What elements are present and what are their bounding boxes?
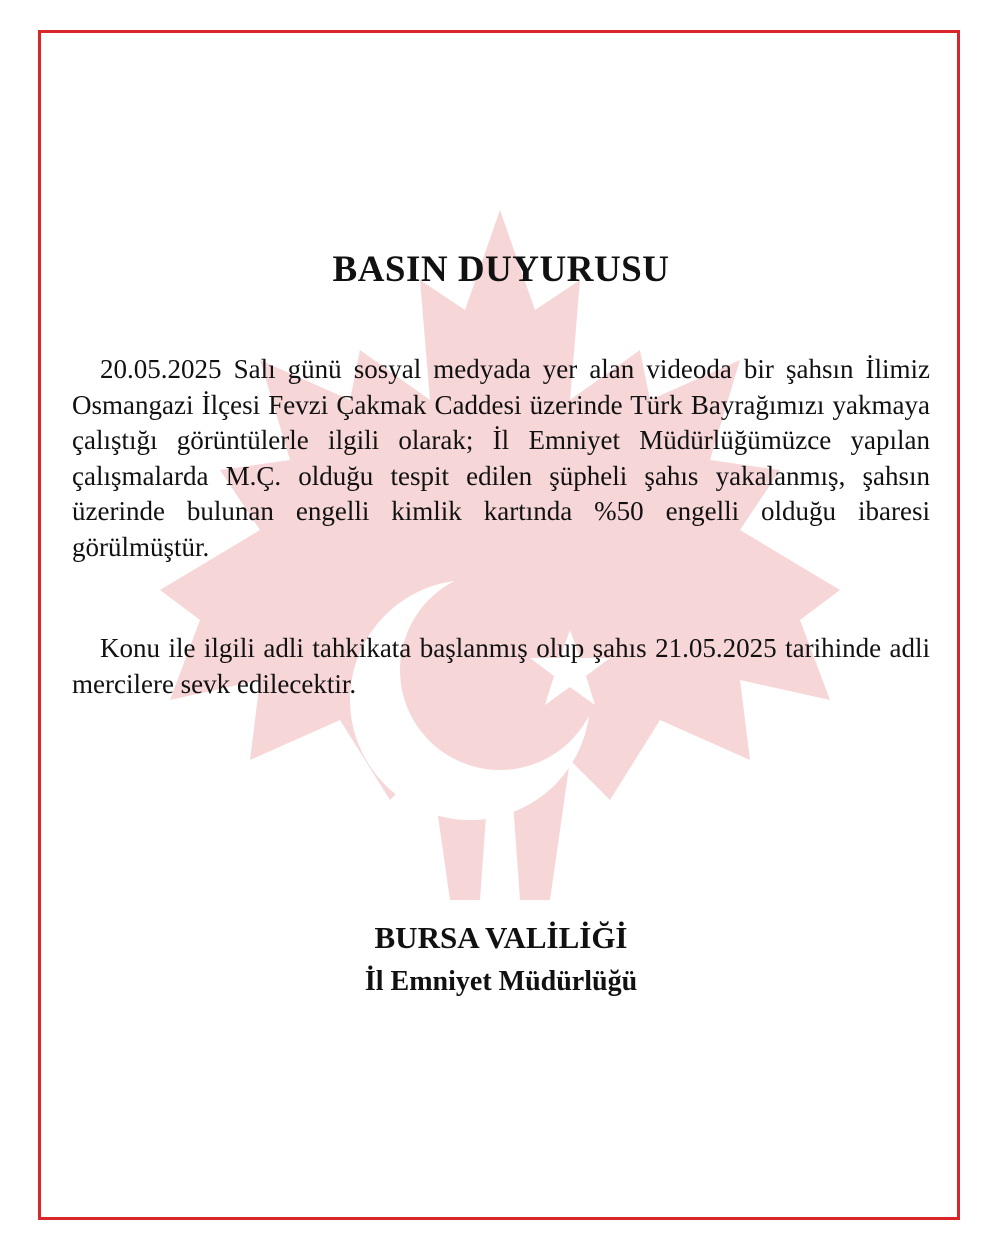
leaf-crescent-star-icon <box>140 200 860 960</box>
body-paragraph-2: Konu ile ilgili adli tahkikata başlanmış olup şahıs 21.05.2025 tarihinde adli mercilere sevk edilecektir. <box>72 633 930 699</box>
signature-authority: BURSA VALİLİĞİ <box>374 920 628 955</box>
body-paragraph-1: 20.05.2025 Salı günü sosyal medyada yer alan videoda bir şahsın İlimiz Osmangazi İlçesi Fevzi Çakmak Caddesi üzerinde Türk Bayrağımızı yakmaya çalıştığı görüntülerle ilgili olarak; İl Emniyet Müdürlüğümüzce yapılan çalışmalarda M.Ç. olduğu tespit edilen şüpheli şahıs yakalanmış, şahsın üzerinde bulunan engelli kimlik kartında %50 engelli olduğu ibaresi görülmüştür. <box>72 354 930 562</box>
document-title: BASIN DUYURUSU <box>332 249 670 290</box>
signature-department: İl Emniyet Müdürlüğü <box>364 966 638 997</box>
